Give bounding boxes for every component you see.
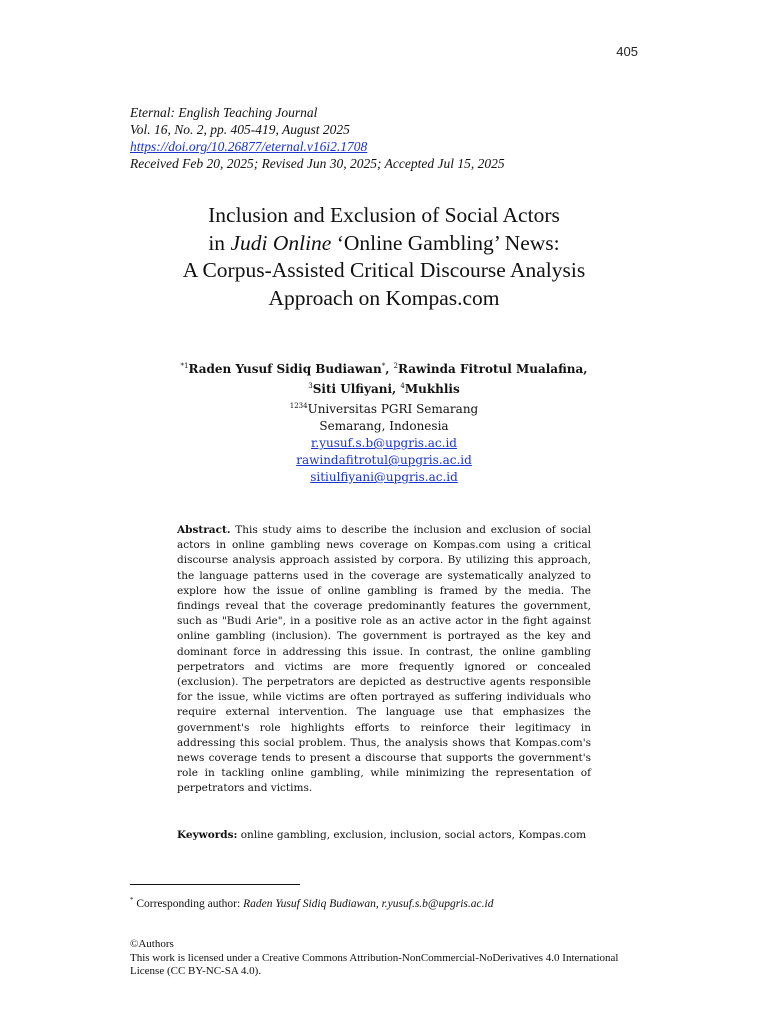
license-block [130, 938, 650, 979]
keywords-text: online gambling, exclusion, inclusion, social actors, Kompas.com [240, 829, 587, 841]
email-link-1[interactable]: r.yusuf.s.b@upgris.ac.id [311, 436, 457, 450]
title-line-4: Approach on Kompas.com [268, 285, 500, 310]
author-line-2 [0, 378, 768, 398]
keywords-label: Keywords: [177, 829, 238, 841]
email-link-3[interactable]: sitiulfiyani@upgris.ac.id [310, 470, 458, 484]
page-number: 405 [616, 44, 638, 59]
email-link-2[interactable]: rawindafitrotul@upgris.ac.id [296, 453, 472, 467]
footnote-label: Corresponding author: [136, 897, 244, 910]
affiliation-sup: 1234 [289, 402, 308, 410]
journal-volume: Vol. 16, No. 2, pp. 405-419, August 2025 [130, 122, 350, 137]
title-line-2-prefix: in [208, 230, 231, 255]
journal-name: Eternal: English Teaching Journal [130, 105, 318, 120]
footnote [130, 893, 493, 912]
doi-link[interactable]: https://doi.org/10.26877/eternal.v16i2.1708 [130, 139, 368, 154]
footnote-divider [130, 884, 300, 885]
author-4: Mukhlis [404, 382, 460, 396]
footnote-text: Raden Yusuf Sidiq Budiawan, r.yusuf.s.b@upgris.ac.id [243, 897, 494, 910]
abstract-label: Abstract. [177, 524, 231, 536]
license-text: This work is licensed under a Creative Commons Attribution-NonCommercial-NoDerivatives 4.0 International License (CC BY-NC-SA 4.0). [130, 951, 619, 977]
author-1: Raden Yusuf Sidiq Budiawan [188, 362, 382, 376]
abstract-text: This study aims to describe the inclusion and exclusion of social actors in online gambling news coverage on Kompas.com using a critical discourse analysis approach assisted by corpora. By utilizing this approach, the language patterns used in the coverage are systematically analyzed to explore how the issue of online gambling is framed by the media. The findings reveal that the coverage predominantly features the government, such as "Budi Arie", in a positive role as an active actor in the fight against online gambling (inclusion). The government is portrayed as the key and dominant force in addressing this issue. In contrast, the online gambling perpetrators and victims are more frequently ignored or concealed (exclusion). The perpetrators are depicted as destructive agents responsible for the issue, while victims are often portrayed as suffering individuals who require external intervention. The language use that emphasizes the government's role highlights efforts to reinforce their legitimacy in addressing this social problem. Thus, the analysis shows that Kompas.com's news coverage tends to present a discourse that supports the government's role in tackling online gambling, while minimizing the representation of perpetrators and victims. [177, 524, 591, 795]
title-italic-term: Judi Online [230, 230, 332, 255]
author-4-sup: 4 [400, 382, 405, 390]
author-2-sup: 2 [393, 362, 399, 370]
author-1-sup: *1 [180, 362, 189, 370]
abstract [177, 523, 591, 797]
title-line-2 [0, 230, 768, 258]
copyright: ©Authors [130, 938, 174, 950]
affiliation-name: Universitas PGRI Semarang [307, 402, 479, 416]
author-block [0, 358, 768, 486]
title-line-2-suffix: ‘Online Gambling’ News: [331, 230, 560, 255]
keywords [177, 828, 591, 843]
affiliation-city: Semarang, Indonesia [319, 419, 449, 433]
title-line-1: Inclusion and Exclusion of Social Actors [208, 203, 560, 227]
author-3: Siti Ulfiyani, [312, 382, 401, 396]
author-1-mark: * [381, 362, 386, 370]
author-3-sup: 3 [308, 382, 313, 390]
author-line-1: $^{*1}$Raden Yusuf Sidiq Budiawan*, $^2$Rawinda Fitrotul Mualafina, [180, 362, 588, 376]
journal-info [130, 104, 505, 172]
author-2: Rawinda Fitrotul Mualafina, [398, 362, 588, 376]
paper-title [0, 202, 768, 312]
footnote-mark: * [130, 896, 134, 904]
title-line-3: A Corpus-Assisted Critical Discourse Analysis [182, 258, 586, 282]
submission-dates: Received Feb 20, 2025; Revised Jun 30, 2025; Accepted Jul 15, 2025 [130, 156, 505, 171]
affiliation [0, 398, 768, 418]
